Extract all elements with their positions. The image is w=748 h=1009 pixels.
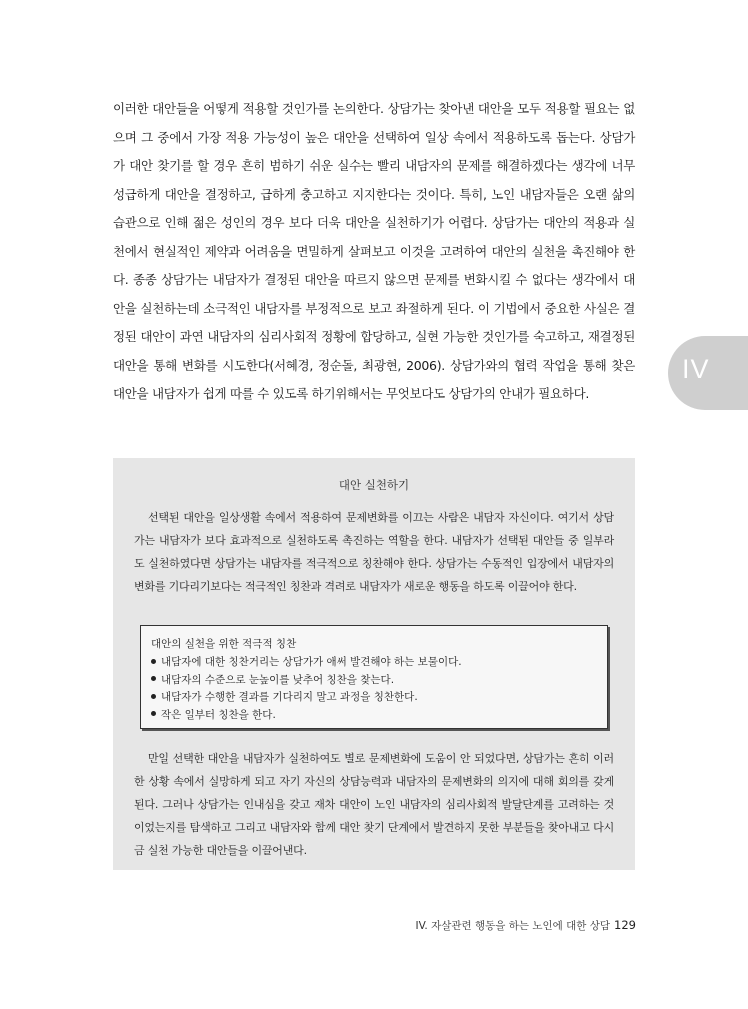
tip-item	[151, 689, 462, 707]
chapter-tab-label: IV	[682, 354, 710, 384]
bullet-icon	[151, 694, 156, 699]
tips-list	[151, 654, 462, 724]
bullet-icon	[151, 676, 156, 681]
tip-text: 내담자에 대한 칭찬거리는 상담가가 애써 발견해야 하는 보물이다.	[161, 656, 462, 668]
running-title: IV. 자살관련 행동을 하는 노인에 대한 상담	[415, 920, 611, 932]
bullet-icon	[151, 711, 156, 716]
tip-item	[151, 672, 462, 690]
box-paragraph-1: 선택된 대안을 일상생활 속에서 적용하여 문제변화를 이끄는 사람은 내담자 자신이다. 여기서 상담가는 내담자가 보다 효과적으로 실천하도록 촉진하는 역할을 한다. 내담자가 선택된 대안들 중 일부라도 실천하였다면 상담가는 내담자를 적극적으로 칭찬해야 한다. 상담가는 수동적인 입장에서 내담자의 변화를 기다리기보다는 적극적인 칭찬과 격려로 내담자가 새로운 행동을 하도록 이끌어야 한다.	[134, 511, 614, 593]
box-title: 대안 실천하기	[338, 478, 410, 492]
chapter-tab	[668, 336, 748, 410]
tips-title: 대안의 실천을 위한 적극적 칭찬	[151, 638, 297, 650]
practice-box	[113, 458, 635, 870]
page-number: 129	[614, 918, 636, 932]
praice-tips-box	[140, 625, 608, 729]
tip-text: 내담자의 수준으로 눈높이를 낮추어 칭찬을 찾는다.	[161, 673, 395, 686]
main-paragraph: 이러한 대안들을 어떻게 적용할 것인가를 논의한다. 상담가는 찾아낸 대안을 모두 적용할 필요는 없으며 그 중에서 가장 적용 가능성이 높은 대안을 선택하여 일상 속에서 적용하도록 돕는다. 상담가가 대안 찾기를 할 경우 흔히 범하기 쉬운 실수는 빨리 내담자의 문제를 해결하겠다는 생각에 너무 성급하게 대안을 결정하고, 급하게 충고하고 지지한다는 것이다. 특히, 노인 내담자들은 오랜 삶의 습관으로 인해 젊은 성인의 경우 보다 더욱 대안을 실천하기가 어렵다. 상담가는 대안의 적용과 실천에서 현실적인 제약과 어려움을 면밀하게 살펴보고 이것을 고려하여 대안의 실천을 촉진해야 한다. 종종 상담가는 내담자가 결정된 대안을 따르지 않으면 문제를 변화시킬 수 없다는 생각에서 대안을 실천하는데 소극적인 내담자를 부정적으로 보고 좌절하게 된다. 이 기법에서 중요한 사실은 결정된 대안이 과연 내담자의 심리사회적 정황에 합당하고, 실현 가능한 것인가를 숙고하고, 재결정된 대안을 통해 변화를 시도한다(서혜경, 정순돌, 최광현, 2006). 상담가와의 협력 작업을 통해 찾은 대안을 내담자가 쉽게 따를 수 있도록 하기위해서는 무엇보다도 상담가의 안내가 필요하다.	[113, 101, 635, 401]
bullet-icon	[151, 659, 156, 664]
tip-text: 내담자가 수행한 결과를 기다리지 말고 과정을 칭찬한다.	[161, 691, 418, 703]
tip-item	[151, 707, 462, 725]
tip-item	[151, 654, 462, 672]
tip-text: 작은 일부터 칭찬을 한다.	[161, 708, 276, 721]
box-paragraph-2: 만일 선택한 대안을 내담자가 실천하여도 별로 문제변화에 도움이 안 되었다면, 상담가는 흔히 이러한 상황 속에서 실망하게 되고 자기 자신의 상담능력과 내담자의 문제변화의 의지에 대해 회의를 갖게 된다. 그러나 상담가는 인내심을 갖고 재차 대안이 노인 내담자의 심리사회적 발달단계를 고려하는 것이었는지를 탐색하고 그리고 내담자와 함께 대안 찾기 단계에서 발견하지 못한 부분들을 찾아내고 다시금 실천 가능한 대안들을 이끌어낸다.	[134, 752, 614, 857]
page-footer	[380, 918, 636, 933]
